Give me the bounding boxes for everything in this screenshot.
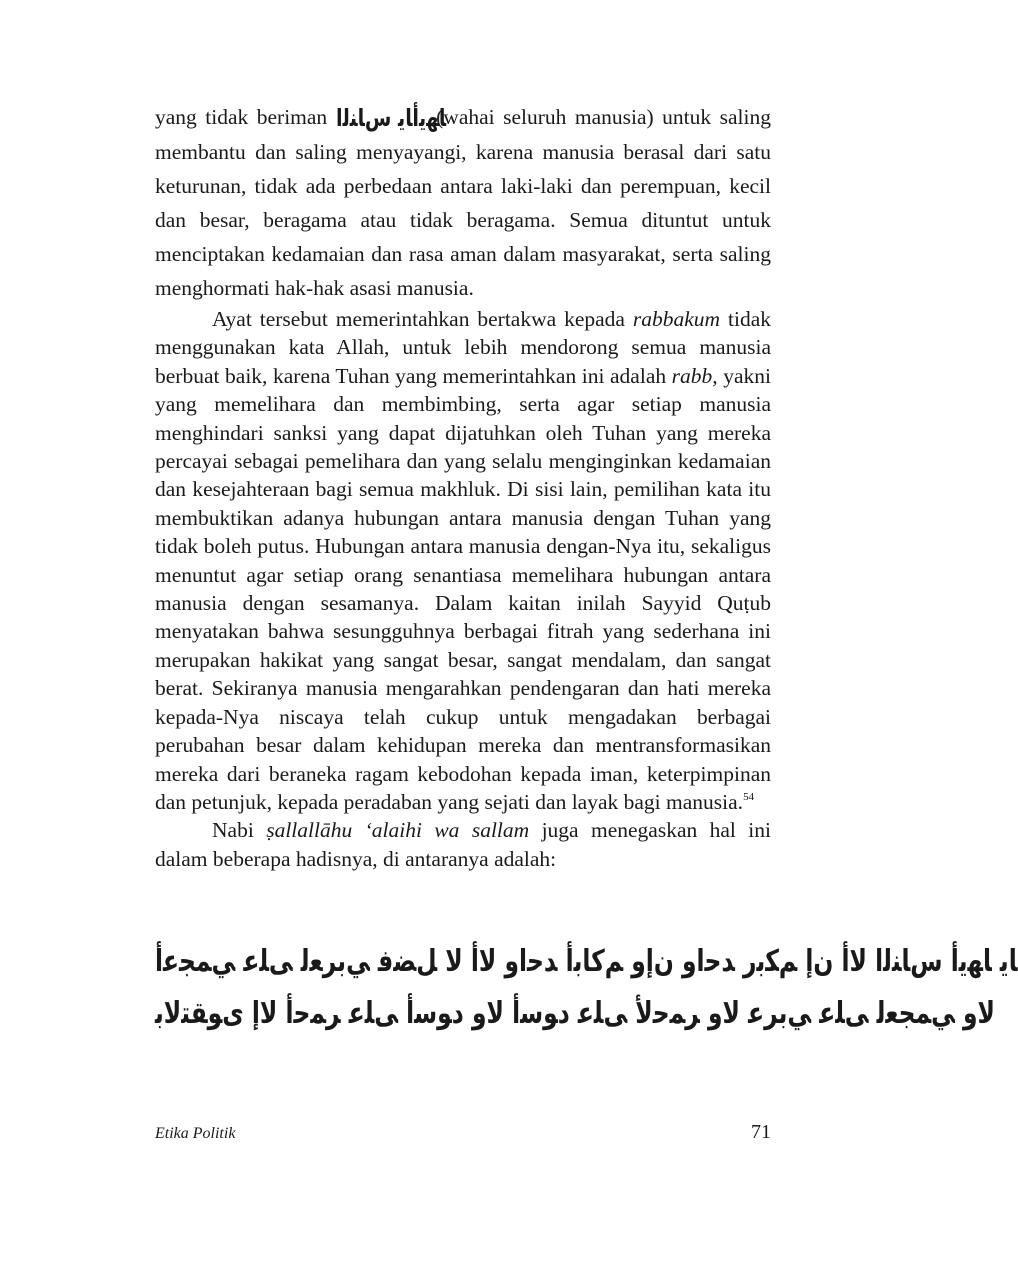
paragraph-2-text-c: yakni yang memelihara dan membimbing, serta agar setiap manusia menghindari sanksi yang dapat dijatuhkan oleh Tuhan yang mereka percayai sebagai pemelihara dan yang selalu menginginkan kedamaian dan kesejahteraan bagi semua makhluk. Di sisi lain, pemilihan kata itu membuktikan adanya hubungan antara manusia dengan Tuhan yang tidak boleh putus. Hubungan antara manusia dengan-Nya itu, sekaligus menuntut agar setiap orang senantiasa memelihara hubungan antara manusia dengan sesamanya. Dalam kaitan inilah Sayyid Quṭub menyatakan bahwa sesungguhnya berbagai fitrah yang sederhana ini merupakan hakikat yang sangat besar, sangat mendalam, dan sangat berat. Sekiranya manusia mengarahkan pendengaran dan hati mereka kepada-Nya niscaya telah cukup untuk mengadakan berbagai perubahan besar dalam kehidupan mereka dan mentransformasikan mereka dari beraneka ragam kebodohan kepada iman, keterpimpinan dan petunjuk, kepada peradaban yang sejati dan layak bagi manusia. [155, 363, 771, 814]
term-salawat: ṣallallāhu ‘alaihi wa sallam [266, 818, 530, 843]
page-footer [155, 1121, 771, 1149]
paragraph-2-text-a: Ayat tersebut memerintahkan bertakwa kepada [212, 307, 633, 331]
running-title: Etika Politik [155, 1125, 236, 1142]
paragraph-3-text-a: Nabi [212, 818, 267, 843]
hadith-line-2: ﻻﻭ ﻲﻤﺠﻌﻟ ﻰﻠﻋ ﻲﺑﺮﻋ ﻻﻭ ﺮﻤﺣﻷ ﻰﻠﻋ ﺩﻮﺳﺃ ﻻﻭ ﺩﻮﺳﺃ ﻰﻠﻋ ﺮﻤﺣﺃ ﻻﺇ ﻯﻮﻘﺘﻟﺎﺑ [155, 996, 995, 1031]
term-rabb: rabb, [671, 363, 718, 388]
paragraph-1-rest: (wahai seluruh manusia) untuk saling membantu dan saling menyayangi, karena manusia berasal dari satu keturunan, tidak ada perbedaan antara laki-laki dan perempuan, kecil dan besar, beragama atau tidak beragama. Semua dituntut untuk menciptakan kedamaian dan rasa aman dalam masyarakat, serta saling menghormati hak-hak asasi manusia. [155, 105, 771, 300]
paragraph-3-text-b: juga menegaskan hal ini dalam beberapa hadisnya, di antaranya adalah: [155, 818, 771, 871]
page-body [155, 100, 771, 873]
paragraph-2-text-b: tidak menggunakan kata Allah, untuk lebih mendorong semua manusia berbuat baik, karena Tuhan yang memerintahkan ini adalah [155, 307, 771, 388]
term-rabbakum: rabbakum [632, 307, 721, 331]
footnote-marker[interactable]: 54 [743, 790, 755, 803]
hadith-line-1: ﺎﻳ ﺎﻬﻳﺃ ﺱﺎﻨﻟﺍ ﻻﺃ ﻥﺇ ﻢﻜﺑﺭ ﺪﺣﺍﻭ ﻥﺇﻭ ﻢﻛﺎﺑﺃ ﺪﺣﺍﻭ ﻻﺃ ﻻ ﻞﻀﻓ ﻲﺑﺮﻌﻟ ﻰﻠﻋ ﻲﻤﺠﻋﺃ [155, 944, 1018, 979]
arabic-inline-phrase: ﺎﻬﻳﺃﺎﻳ ﺱﺎﻨﻟﺍ [335, 104, 446, 132]
paragraph-1-lead: yang tidak beriman [155, 105, 336, 129]
hadith-quote [155, 936, 1018, 1040]
page-number: 71 [751, 1121, 771, 1143]
paragraph-2 [155, 305, 771, 816]
paragraph-1 [155, 100, 771, 305]
paragraph-3 [155, 816, 771, 873]
